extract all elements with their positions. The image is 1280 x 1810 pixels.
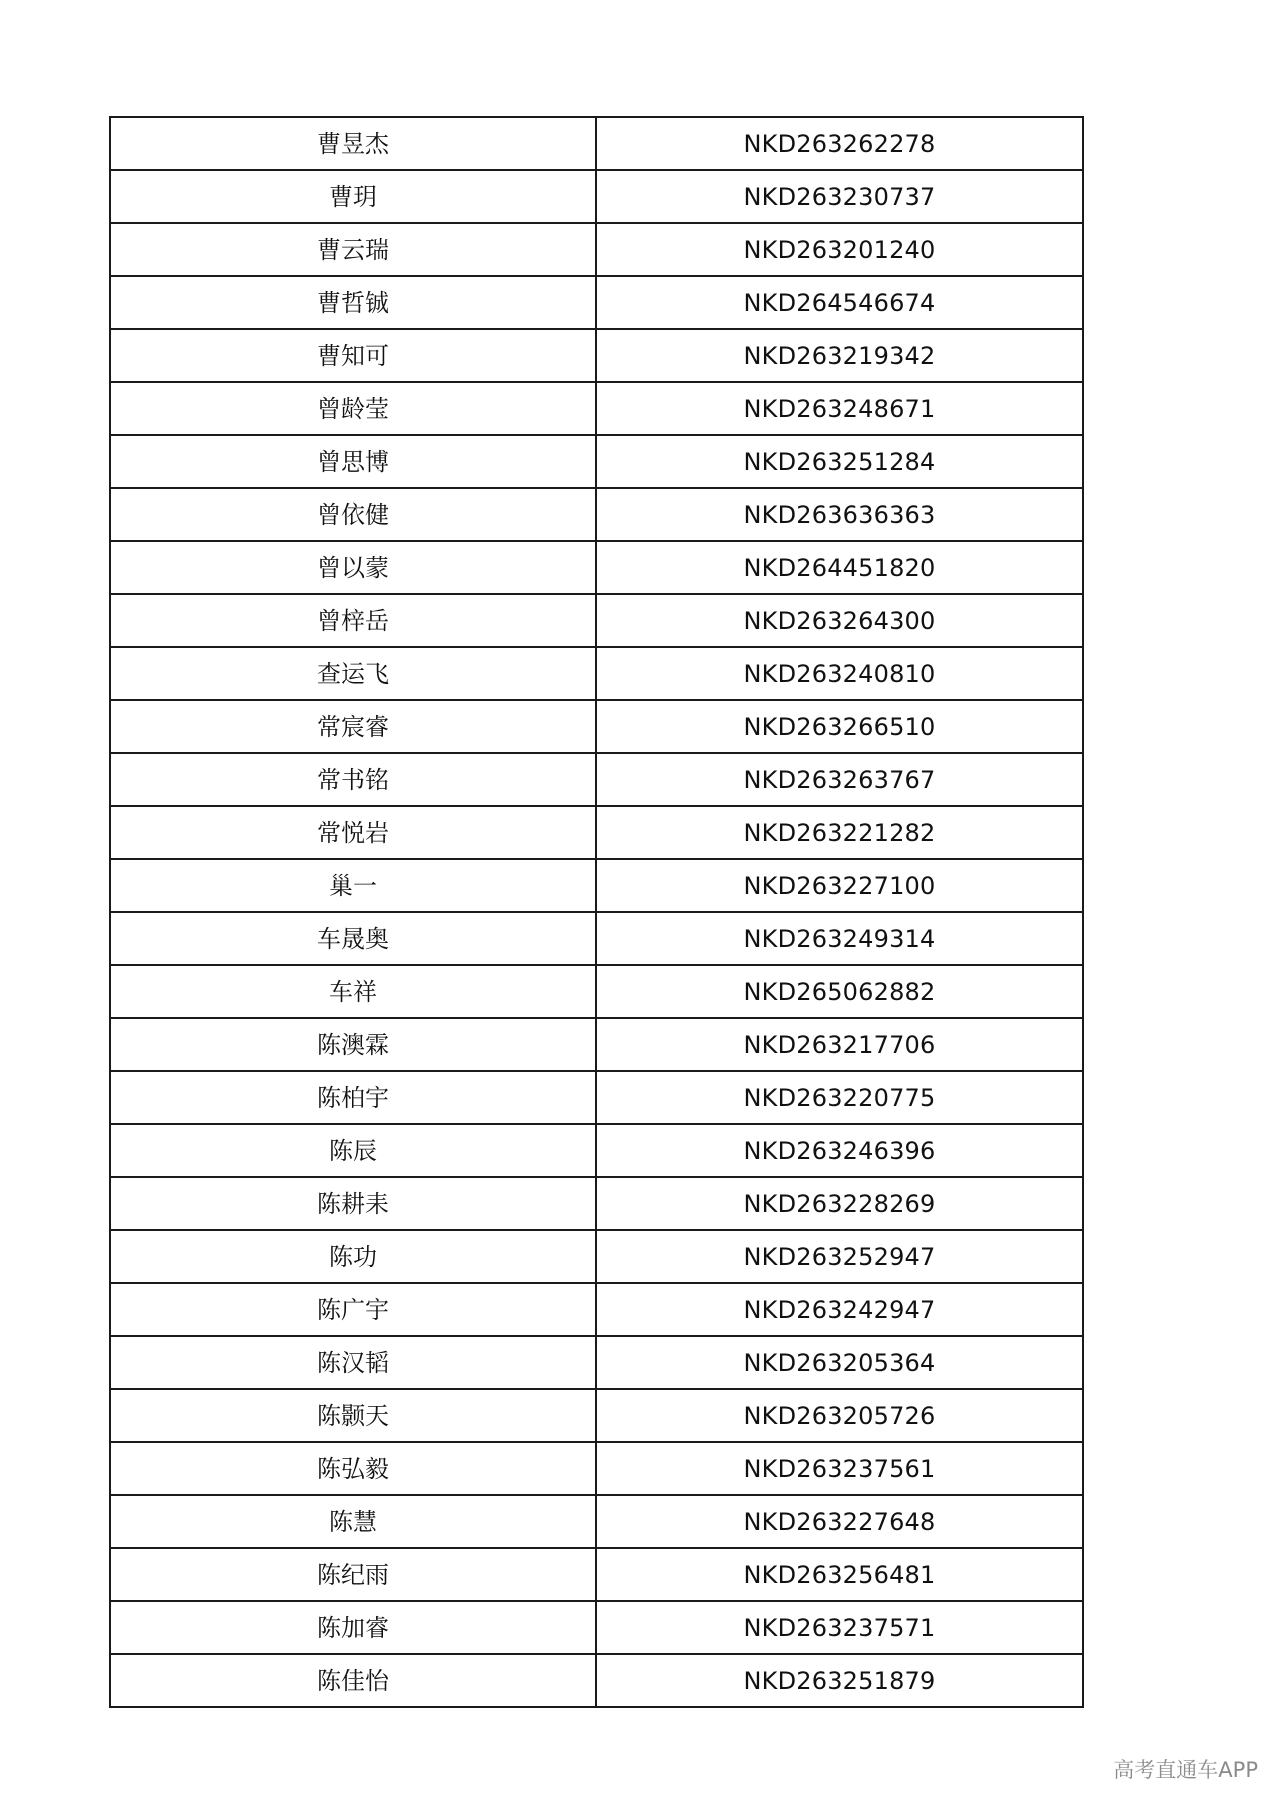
registration-code-cell: NKD263249314 — [596, 912, 1083, 965]
registration-code-cell: NKD263227648 — [596, 1495, 1083, 1548]
registration-code-cell: NKD263230737 — [596, 170, 1083, 223]
registration-code-cell: NKD263217706 — [596, 1018, 1083, 1071]
registration-code-cell: NKD263248671 — [596, 382, 1083, 435]
name-cell: 曹哲铖 — [110, 276, 596, 329]
table-row — [110, 1389, 1083, 1442]
name-cell: 陈佳怡 — [110, 1654, 596, 1707]
name-cell: 陈广宇 — [110, 1283, 596, 1336]
registration-code-cell: NKD263228269 — [596, 1177, 1083, 1230]
registration-code-cell: NKD263263767 — [596, 753, 1083, 806]
name-cell: 常悦岩 — [110, 806, 596, 859]
name-cell: 曾龄莹 — [110, 382, 596, 435]
registration-code-cell: NKD263252947 — [596, 1230, 1083, 1283]
table-row — [110, 170, 1083, 223]
name-cell: 曾依健 — [110, 488, 596, 541]
name-cell: 曹昱杰 — [110, 117, 596, 170]
name-cell: 陈弘毅 — [110, 1442, 596, 1495]
registration-code-cell: NKD263227100 — [596, 859, 1083, 912]
table-row — [110, 594, 1083, 647]
registration-code-cell: NKD263219342 — [596, 329, 1083, 382]
table-row — [110, 117, 1083, 170]
table-row — [110, 1442, 1083, 1495]
registration-code-cell: NKD265062882 — [596, 965, 1083, 1018]
table-row — [110, 1230, 1083, 1283]
name-cell: 曾梓岳 — [110, 594, 596, 647]
registration-code-cell: NKD263220775 — [596, 1071, 1083, 1124]
table-row — [110, 965, 1083, 1018]
table-row — [110, 1071, 1083, 1124]
registration-code-cell: NKD263242947 — [596, 1283, 1083, 1336]
table-row — [110, 329, 1083, 382]
roster-table-body — [110, 117, 1083, 1707]
table-row — [110, 1601, 1083, 1654]
name-cell: 常宸睿 — [110, 700, 596, 753]
table-row — [110, 806, 1083, 859]
name-cell: 曹云瑞 — [110, 223, 596, 276]
table-row — [110, 647, 1083, 700]
name-cell: 陈柏宇 — [110, 1071, 596, 1124]
name-cell: 巢一 — [110, 859, 596, 912]
registration-code-cell: NKD264546674 — [596, 276, 1083, 329]
table-row — [110, 276, 1083, 329]
name-cell: 陈功 — [110, 1230, 596, 1283]
table-row — [110, 1124, 1083, 1177]
name-cell: 查运飞 — [110, 647, 596, 700]
table-row — [110, 435, 1083, 488]
registration-code-cell: NKD263251879 — [596, 1654, 1083, 1707]
table-row — [110, 1336, 1083, 1389]
registration-code-cell: NKD263221282 — [596, 806, 1083, 859]
watermark-text: 高考直通车APP — [1113, 1758, 1258, 1782]
registration-code-cell: NKD263266510 — [596, 700, 1083, 753]
table-row — [110, 488, 1083, 541]
name-cell: 陈纪雨 — [110, 1548, 596, 1601]
table-row — [110, 1283, 1083, 1336]
registration-code-cell: NKD263205726 — [596, 1389, 1083, 1442]
table-row — [110, 753, 1083, 806]
table-row — [110, 859, 1083, 912]
name-cell: 陈辰 — [110, 1124, 596, 1177]
name-cell: 陈澳霖 — [110, 1018, 596, 1071]
registration-code-cell: NKD263205364 — [596, 1336, 1083, 1389]
name-cell: 曹知可 — [110, 329, 596, 382]
registration-code-cell: NKD263636363 — [596, 488, 1083, 541]
name-cell: 曾以蒙 — [110, 541, 596, 594]
registration-code-cell: NKD263264300 — [596, 594, 1083, 647]
table-row — [110, 541, 1083, 594]
name-cell: 常书铭 — [110, 753, 596, 806]
table-row — [110, 912, 1083, 965]
name-cell: 陈耕耒 — [110, 1177, 596, 1230]
name-cell: 陈颢天 — [110, 1389, 596, 1442]
registration-code-cell: NKD263201240 — [596, 223, 1083, 276]
registration-code-cell: NKD263237561 — [596, 1442, 1083, 1495]
roster-table — [109, 116, 1084, 1708]
registration-code-cell: NKD263256481 — [596, 1548, 1083, 1601]
registration-code-cell: NKD263262278 — [596, 117, 1083, 170]
table-row — [110, 700, 1083, 753]
registration-code-cell: NKD263237571 — [596, 1601, 1083, 1654]
name-cell: 陈汉韬 — [110, 1336, 596, 1389]
registration-code-cell: NKD263246396 — [596, 1124, 1083, 1177]
table-row — [110, 1177, 1083, 1230]
name-cell: 陈加睿 — [110, 1601, 596, 1654]
table-row — [110, 1548, 1083, 1601]
table-row — [110, 382, 1083, 435]
registration-code-cell: NKD263240810 — [596, 647, 1083, 700]
registration-code-cell: NKD263251284 — [596, 435, 1083, 488]
name-cell: 车晟奥 — [110, 912, 596, 965]
table-row — [110, 223, 1083, 276]
name-cell: 车祥 — [110, 965, 596, 1018]
name-cell: 曹玥 — [110, 170, 596, 223]
table-row — [110, 1654, 1083, 1707]
name-cell: 陈慧 — [110, 1495, 596, 1548]
table-row — [110, 1495, 1083, 1548]
table-row — [110, 1018, 1083, 1071]
registration-code-cell: NKD264451820 — [596, 541, 1083, 594]
name-cell: 曾思博 — [110, 435, 596, 488]
